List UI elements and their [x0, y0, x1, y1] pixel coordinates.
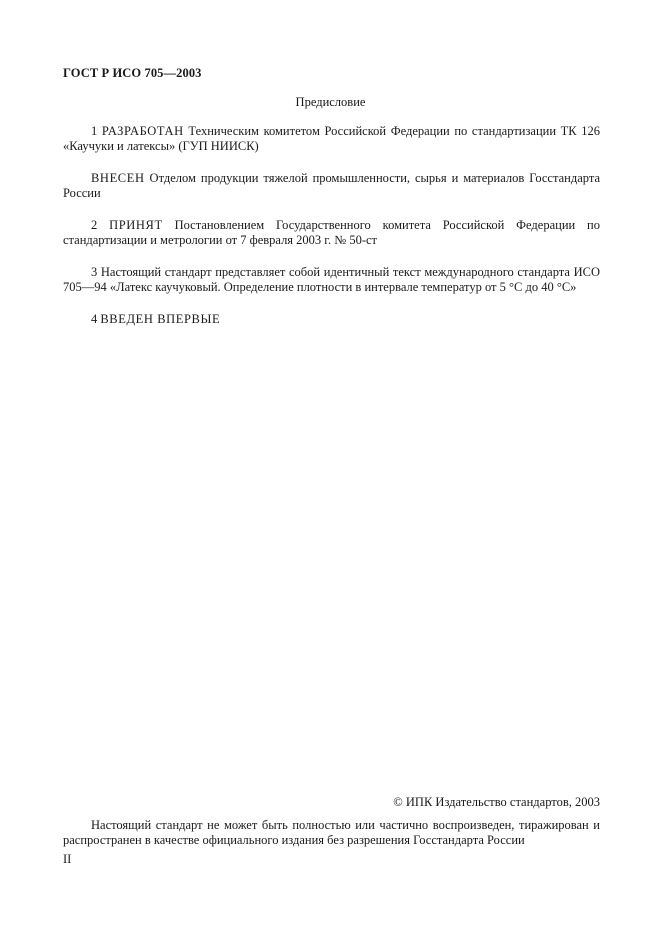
reproduction-notice: Настоящий стандарт не может быть полностью или частично воспроизведен, тиражирован и распространен в качестве официального издания без разрешения Госстандарта России — [63, 818, 600, 847]
paragraph-keyword: РАЗРАБОТАН — [101, 124, 184, 138]
paragraph-number: 1 — [91, 124, 102, 138]
paragraph-number: 4 — [91, 312, 101, 326]
paragraph-keyword: ВНЕСЕН — [91, 171, 145, 185]
foreword-paragraph-4 — [63, 312, 600, 327]
foreword-body — [63, 124, 600, 344]
page-number: II — [63, 852, 72, 866]
section-title: Предисловие — [295, 95, 366, 109]
document-code: ГОСТ Р ИСО 705—2003 — [63, 66, 202, 80]
foreword-paragraph-3 — [63, 265, 600, 295]
paragraph-text: Постановлением Государственного комитета Российской Федерации по стандартизации и метрологии от 7 февраля 2003 г. № 50-ст — [63, 218, 600, 247]
paragraph-keyword: ПРИНЯТ — [109, 218, 163, 232]
paragraph-keyword: ВВЕДЕН ВПЕРВЫЕ — [100, 312, 221, 326]
foreword-paragraph-2 — [63, 218, 600, 248]
paragraph-text: Отделом продукции тяжелой промышленности, сырья и материалов Госстандарта России — [63, 171, 600, 200]
foreword-paragraph-1b — [63, 171, 600, 201]
paragraph-number: 2 — [91, 218, 110, 232]
paragraph-number: 3 — [91, 265, 101, 279]
paragraph-text: Настоящий стандарт представляет собой идентичный текст международного стандарта ИСО 705—94 «Латекс каучуковый. Определение плотности в интервале температур от 5 °С до 40 °С» — [63, 265, 601, 294]
foreword-paragraph-1 — [63, 124, 600, 154]
paragraph-text: Техническим комитетом Российской Федерации по стандартизации ТК 126 «Каучуки и латексы» (ГУП НИИСК) — [63, 124, 600, 153]
copyright-line: © ИПК Издательство стандартов, 2003 — [393, 795, 600, 809]
